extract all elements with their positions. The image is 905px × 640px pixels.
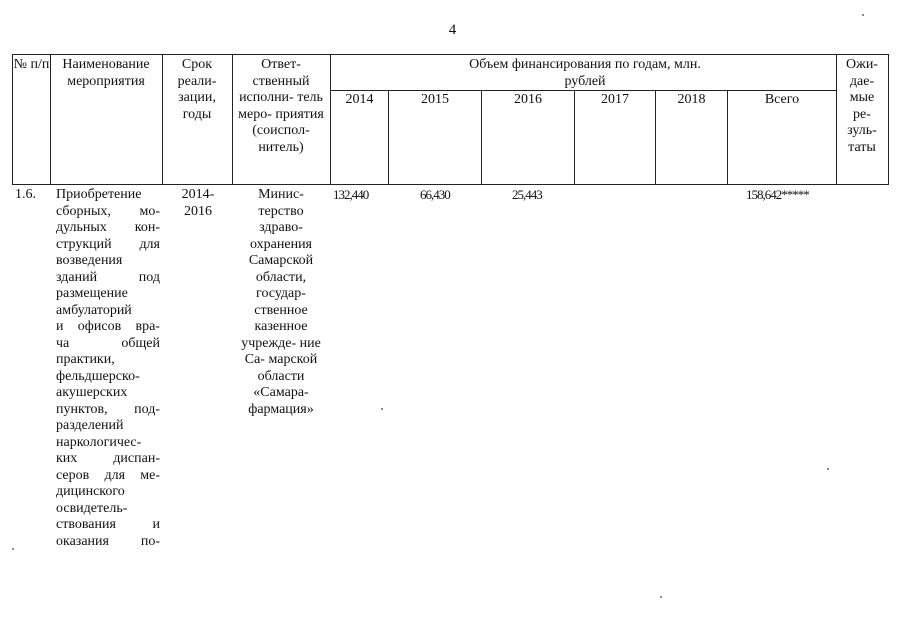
row-number: 1.6. [15, 187, 36, 202]
row-name-line: практики, [56, 352, 115, 367]
header-responsible: Ответ- ственный исполни- тель меро- приятия (соиспол- нитель) [238, 57, 324, 155]
row-name-line: ча общей [56, 335, 160, 351]
row-name-line: зданий под [56, 269, 160, 285]
row-term: 2014- 2016 [181, 187, 215, 219]
header-number: № п/п [13, 57, 50, 72]
header-year-2017: 2017 [601, 92, 629, 107]
header-funding: Объем финансирования по годам, млн. рублей [469, 57, 701, 89]
row-name-line: амбулаторий [56, 302, 132, 318]
row-name-line: ких диспан- [56, 451, 160, 466]
row-name-line: Приобретение [56, 187, 142, 202]
row-name-line: оказания по- [56, 533, 160, 549]
value-2016: 25,443 [512, 187, 542, 202]
row-name-line: и офисов вра- [56, 319, 160, 334]
row-name [56, 187, 160, 550]
header-year-2016: 2016 [514, 92, 542, 107]
row-name-line: размещение [56, 286, 128, 301]
row-responsible: Минис- терство здраво- охранения Самарской области, государ- ственное казенное учрежде- ние Са- марской области «Самара- фармация» [241, 187, 321, 417]
value-total: 158,642***** [746, 187, 809, 202]
row-name-line: возведения [56, 253, 123, 268]
header-total: Всего [764, 92, 800, 107]
row-name-line: наркологичес- [56, 434, 142, 450]
row-name-line: пунктов, под- [56, 401, 160, 417]
row-name-line: дульных кон- [56, 220, 160, 235]
row-name-line: фельдшерско- [56, 368, 140, 384]
header-results: Ожи- дае- мые ре- зуль- таты [846, 57, 878, 155]
header-year-2014: 2014 [345, 92, 374, 107]
row-name-line: струкций для [56, 236, 160, 252]
header-name: Наименование мероприятия [62, 57, 150, 89]
row-name-line: акушерских [56, 385, 128, 400]
row-name-line: освидетель- [56, 500, 128, 516]
row-name-line: сборных, мо- [56, 203, 160, 219]
row-name-line: разделений [56, 418, 124, 433]
row-name-line: серов для ме- [56, 467, 160, 483]
header-year-2018: 2018 [677, 92, 706, 107]
value-2014: 132,440 [333, 187, 369, 202]
row-name-line: дицинского [56, 484, 125, 499]
row-name-line: ствования и [56, 517, 160, 532]
value-2015: 66,430 [420, 187, 450, 202]
header-term: Срок реали- зации, годы [177, 57, 217, 122]
page-number: 4 [448, 22, 457, 38]
header-year-2015: 2015 [421, 92, 449, 107]
